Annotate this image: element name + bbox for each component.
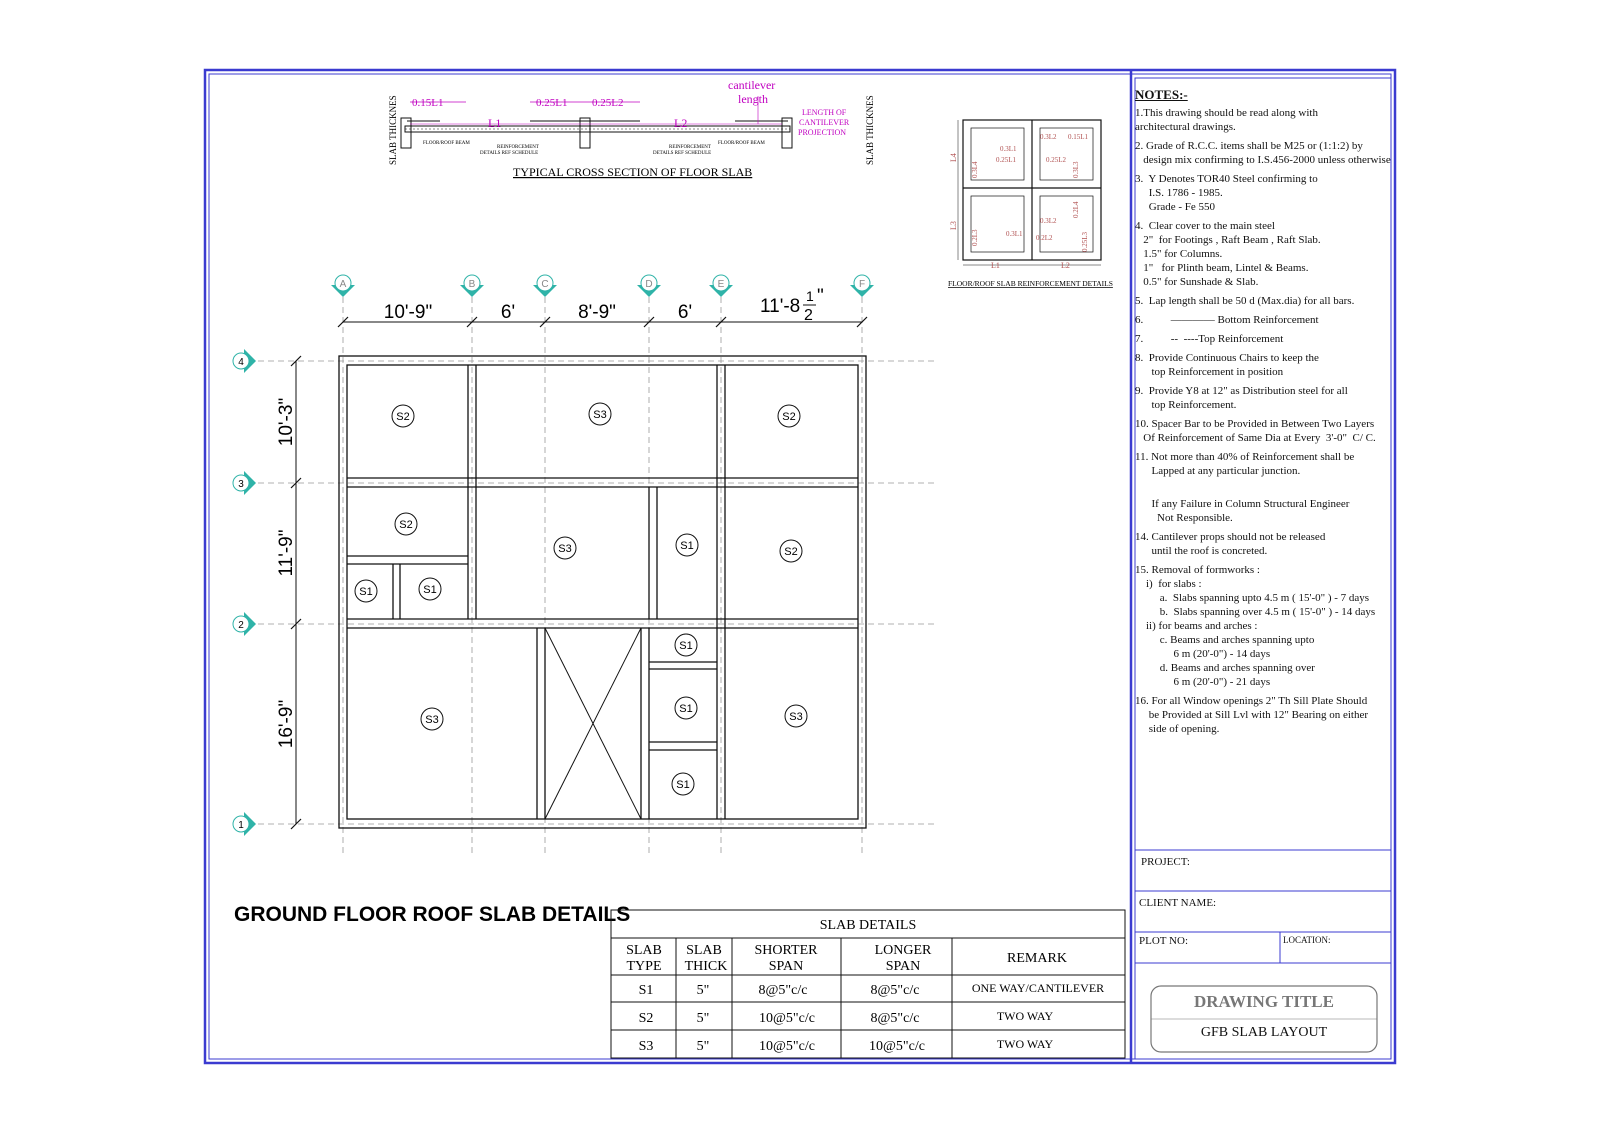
table-cell: 10@5"c/c	[759, 1039, 815, 1054]
slab-tag-label: S1	[679, 640, 693, 652]
slab-tag	[421, 708, 443, 730]
rd-label-025L1: 0.25L1	[996, 156, 1017, 164]
table-header: LONGER	[874, 943, 932, 958]
slab-tag	[785, 705, 807, 727]
col-dim-DE: 6'	[677, 302, 693, 323]
table-cell: ONE WAY/CANTILEVER	[971, 981, 1105, 995]
grid-label: C	[541, 279, 549, 290]
table-header: SPAN	[885, 959, 921, 974]
table-header: SLAB	[686, 943, 722, 958]
table-caption: SLAB DETAILS	[819, 918, 917, 933]
cantilever-projection-1: LENGTH OF	[802, 108, 847, 117]
plan-title: GROUND FLOOR ROOF SLAB DETAILS	[234, 903, 631, 926]
notes-heading: NOTES:-	[1135, 87, 1188, 102]
slab-tag-label: S1	[676, 779, 690, 791]
grid-label: 4	[238, 357, 244, 368]
grid-label: B	[468, 279, 476, 290]
notes-panel	[1135, 88, 1397, 741]
rd-label-L1: L1	[991, 261, 1000, 270]
grid-label: E	[717, 279, 725, 290]
grid-bubble-4	[233, 349, 256, 373]
rd-label-015L1: 0.15L1	[1068, 133, 1089, 141]
grid-bubble-F	[850, 275, 874, 297]
col-dim-EF-num: 1	[806, 288, 814, 304]
rd-label-03L1: 0.3L1	[1000, 145, 1017, 153]
dim-025L1: 0.25L1	[536, 97, 568, 109]
note-item: 6. ———— Bottom Reinforcement	[1135, 314, 1319, 326]
grid-lines	[248, 297, 935, 855]
grid-bubble-A	[331, 275, 355, 297]
note-item: 11. Not more than 40% of Reinforcement shall be Lapped at any particular junction.	[1135, 451, 1355, 477]
grid-bubble-D	[637, 275, 661, 297]
slab-tag-layer	[355, 403, 807, 795]
grid-bubble-2	[233, 612, 256, 636]
slab-tag-label: S2	[784, 546, 798, 558]
slab-table	[611, 910, 1125, 1058]
reinforcement-right-1: REINFORCEMENT	[669, 145, 711, 150]
row-dim-21: 16'-9"	[276, 699, 297, 749]
rd-label-02L4: 0.2L4	[1072, 201, 1080, 218]
section-beam-mid	[580, 118, 590, 148]
note-item: If any Failure in Column Structural Engineer Not Responsible.	[1151, 498, 1350, 524]
grid-bubble-3	[233, 471, 256, 495]
slab-tag	[395, 513, 417, 535]
dim-025L2: 0.25L2	[592, 97, 624, 109]
rd-label-03L4: 0.3L4	[971, 161, 979, 178]
notes-list	[1135, 106, 1397, 736]
cantilever-projection-3: PROJECTION	[798, 128, 847, 137]
title-block	[1135, 850, 1391, 1052]
grid-label: 3	[238, 479, 244, 490]
note-item: 5. Lap length shall be 50 d (Max.dia) for all bars.	[1135, 295, 1355, 307]
slab-tag	[554, 537, 576, 559]
table-header: SPAN	[768, 959, 804, 974]
section-beam-left	[401, 118, 411, 148]
table-cell: 8@5"c/c	[758, 983, 808, 998]
rd-label-L3: L3	[949, 221, 958, 230]
table-cell: 10@5"c/c	[869, 1039, 925, 1054]
slab-tag-label: S2	[396, 411, 410, 423]
client-label: CLIENT NAME:	[1139, 897, 1217, 909]
row-dim-32: 11'-9"	[276, 529, 297, 577]
note-item: 7. -- ----Top Reinforcement	[1135, 333, 1284, 345]
slab-plan	[233, 275, 935, 926]
table-cell: S1	[638, 983, 654, 998]
cantilever-label: cantilever	[728, 78, 776, 92]
note-item: 16. For all Window openings 2" Th Sill Plate Should be Provided at Sill Lvl with 12" Bearing on either side of opening.	[1135, 695, 1369, 735]
grid-bubbles-columns	[331, 275, 874, 297]
floor-beam-right: FLOOR/ROOF BEAM	[718, 141, 765, 146]
row-dimensions	[276, 356, 301, 829]
project-label: PROJECT:	[1141, 856, 1190, 868]
table-cell: 10@5"c/c	[759, 1011, 815, 1026]
table-cell: TWO WAY	[996, 1009, 1054, 1023]
grid-bubble-C	[533, 275, 557, 297]
table-cell: TWO WAY	[996, 1037, 1054, 1051]
grid-label: A	[339, 279, 347, 290]
rd-label-025L3: 0.25L3	[1081, 231, 1089, 252]
slab-tag-label: S1	[679, 703, 693, 715]
floor-beam-left: FLOOR/ROOF BEAM	[423, 141, 470, 146]
span-L2: L2	[674, 116, 688, 130]
col-dim-EF-den: 2	[804, 307, 813, 324]
rd-label-03L1-b: 0.3L1	[1006, 230, 1023, 238]
slab-tag-label: S3	[789, 711, 803, 723]
cantilever-length-label: length	[738, 92, 768, 106]
col-dim-BC: 6'	[500, 302, 516, 323]
slab-tag-label: S3	[593, 409, 607, 421]
grid-label: 1	[238, 820, 244, 831]
dim-015L1: 0.15L1	[412, 97, 444, 109]
rd-label-L2: L2	[1061, 261, 1070, 270]
rd-label-02L2: 0.2L2	[1036, 234, 1053, 242]
table-cell: 8@5"c/c	[870, 1011, 920, 1026]
col-dim-AB: 10'-9"	[383, 302, 433, 323]
column-dimensions	[338, 286, 867, 327]
grid-label: F	[858, 279, 866, 290]
grid-bubble-E	[709, 275, 733, 297]
col-dim-CD: 8'-9"	[578, 302, 616, 323]
row-dim-43: 10'-3"	[276, 397, 297, 447]
table-header: TYPE	[626, 959, 662, 974]
note-item: 4. Clear cover to the main steel 2" for Footings , Raft Beam , Raft Slab. 1.5" for Columns. 1" for Plinth beam, Lintel & Beams. 0.5" for Sunshade & Slab.	[1135, 220, 1321, 288]
grid-label: D	[645, 279, 653, 290]
slab-tag	[392, 405, 414, 427]
slab-thickness-right: SLAB THICKNES	[865, 95, 875, 165]
table-cell: S3	[638, 1039, 654, 1054]
slab-tag	[675, 634, 697, 656]
grid-bubble-1	[233, 812, 256, 836]
note-item: 3. Y Denotes TOR40 Steel confirming to I.S. 1786 - 1985. Grade - Fe 550	[1135, 173, 1318, 213]
table-cell: 5"	[696, 983, 710, 998]
drawing-title-label: DRAWING TITLE	[1194, 992, 1334, 1011]
slab-tag-label: S1	[680, 540, 694, 552]
note-item: 9. Provide Y8 at 12" as Distribution steel for all top Reinforcement.	[1135, 385, 1348, 411]
cantilever-projection-2: CANTILEVER	[799, 118, 850, 127]
note-item: 1.This drawing should be read along with architectural drawings.	[1135, 107, 1318, 133]
table-header: THICK	[684, 959, 728, 974]
rd-label-03L2-b: 0.3L2	[1040, 217, 1057, 225]
rd-title: FLOOR/ROOF SLAB REINFORCEMENT DETAILS	[948, 279, 1113, 288]
rd-label-L4: L4	[949, 153, 958, 162]
table-header: SLAB	[626, 943, 662, 958]
note-item: 10. Spacer Bar to be Provided in Between Two Layers Of Reinforcement of Same Dia at Every 3'-0" C/ C.	[1135, 418, 1376, 444]
slab-tag-label: S3	[425, 714, 439, 726]
reinforcement-left-2: DETAILS REF SCHEDULE	[480, 151, 539, 156]
reinforcement-left-1: REINFORCEMENT	[497, 145, 539, 150]
grid-bubble-B	[460, 275, 484, 297]
reinforcement-detail	[948, 120, 1113, 288]
table-header: REMARK	[1007, 951, 1067, 966]
slab-tag	[778, 405, 800, 427]
rd-label-03L2: 0.3L2	[1040, 133, 1057, 141]
slab-tag-label: S1	[423, 584, 437, 596]
slab-tag	[589, 403, 611, 425]
rd-label-03L3: 0.3L3	[1072, 161, 1080, 178]
cross-section	[388, 78, 875, 179]
slab-tag-label: S2	[399, 519, 413, 531]
slab-thickness-left: SLAB THICKNES	[388, 95, 398, 165]
col-dim-EF: 11'-8	[760, 296, 801, 317]
slab-tag	[672, 773, 694, 795]
table-cell: 8@5"c/c	[870, 983, 920, 998]
slab-tag-label: S3	[558, 543, 572, 555]
rd-label-025L2: 0.25L2	[1046, 156, 1067, 164]
slab-tag	[419, 578, 441, 600]
span-L1: L1	[488, 116, 502, 130]
slab-tag	[675, 697, 697, 719]
grid-label: 2	[238, 620, 244, 631]
table-cell: 5"	[696, 1011, 710, 1026]
cross-section-title: TYPICAL CROSS SECTION OF FLOOR SLAB	[513, 165, 753, 179]
note-item: 14. Cantilever props should not be released until the roof is concreted.	[1135, 531, 1326, 557]
table-cell: S2	[638, 1011, 654, 1026]
rd-label-02L3: 0.2L3	[971, 229, 979, 246]
col-dim-EF-inch: "	[817, 286, 824, 307]
note-item: 8. Provide Continuous Chairs to keep the top Reinforcement in position	[1135, 352, 1319, 378]
slab-tag	[780, 540, 802, 562]
location-label: LOCATION:	[1283, 935, 1331, 945]
slab-tag	[676, 534, 698, 556]
slab-tag-label: S1	[359, 586, 373, 598]
drawing-title: GFB SLAB LAYOUT	[1200, 1025, 1328, 1040]
note-item: 15. Removal of formworks : i) for slabs : a. Slabs spanning upto 4.5 m ( 15'-0" ) - 7 days b. Slabs spanning over 4.5 m ( 15'-0" ) - 14 days ii) for beams and arches : c. Beams and arches spanning upto 6 m (20'-0") - 14 days d. Beams and arches spanning over 6 m (20'-0") - 21 days	[1135, 564, 1376, 688]
plot-label: PLOT NO:	[1139, 935, 1188, 947]
grid-bubbles-rows	[233, 349, 256, 836]
section-beam-right	[782, 118, 792, 148]
table-header: SHORTER	[754, 943, 818, 958]
table-cell: 5"	[696, 1039, 710, 1054]
slab-tag-label: S2	[782, 411, 796, 423]
reinforcement-right-2: DETAILS REF SCHEDULE	[653, 151, 712, 156]
slab-tag	[355, 580, 377, 602]
note-item: 2. Grade of R.C.C. items shall be M25 or (1:1:2) by design mix confirming to I.S.456-2000 unless otherwise	[1135, 140, 1391, 166]
